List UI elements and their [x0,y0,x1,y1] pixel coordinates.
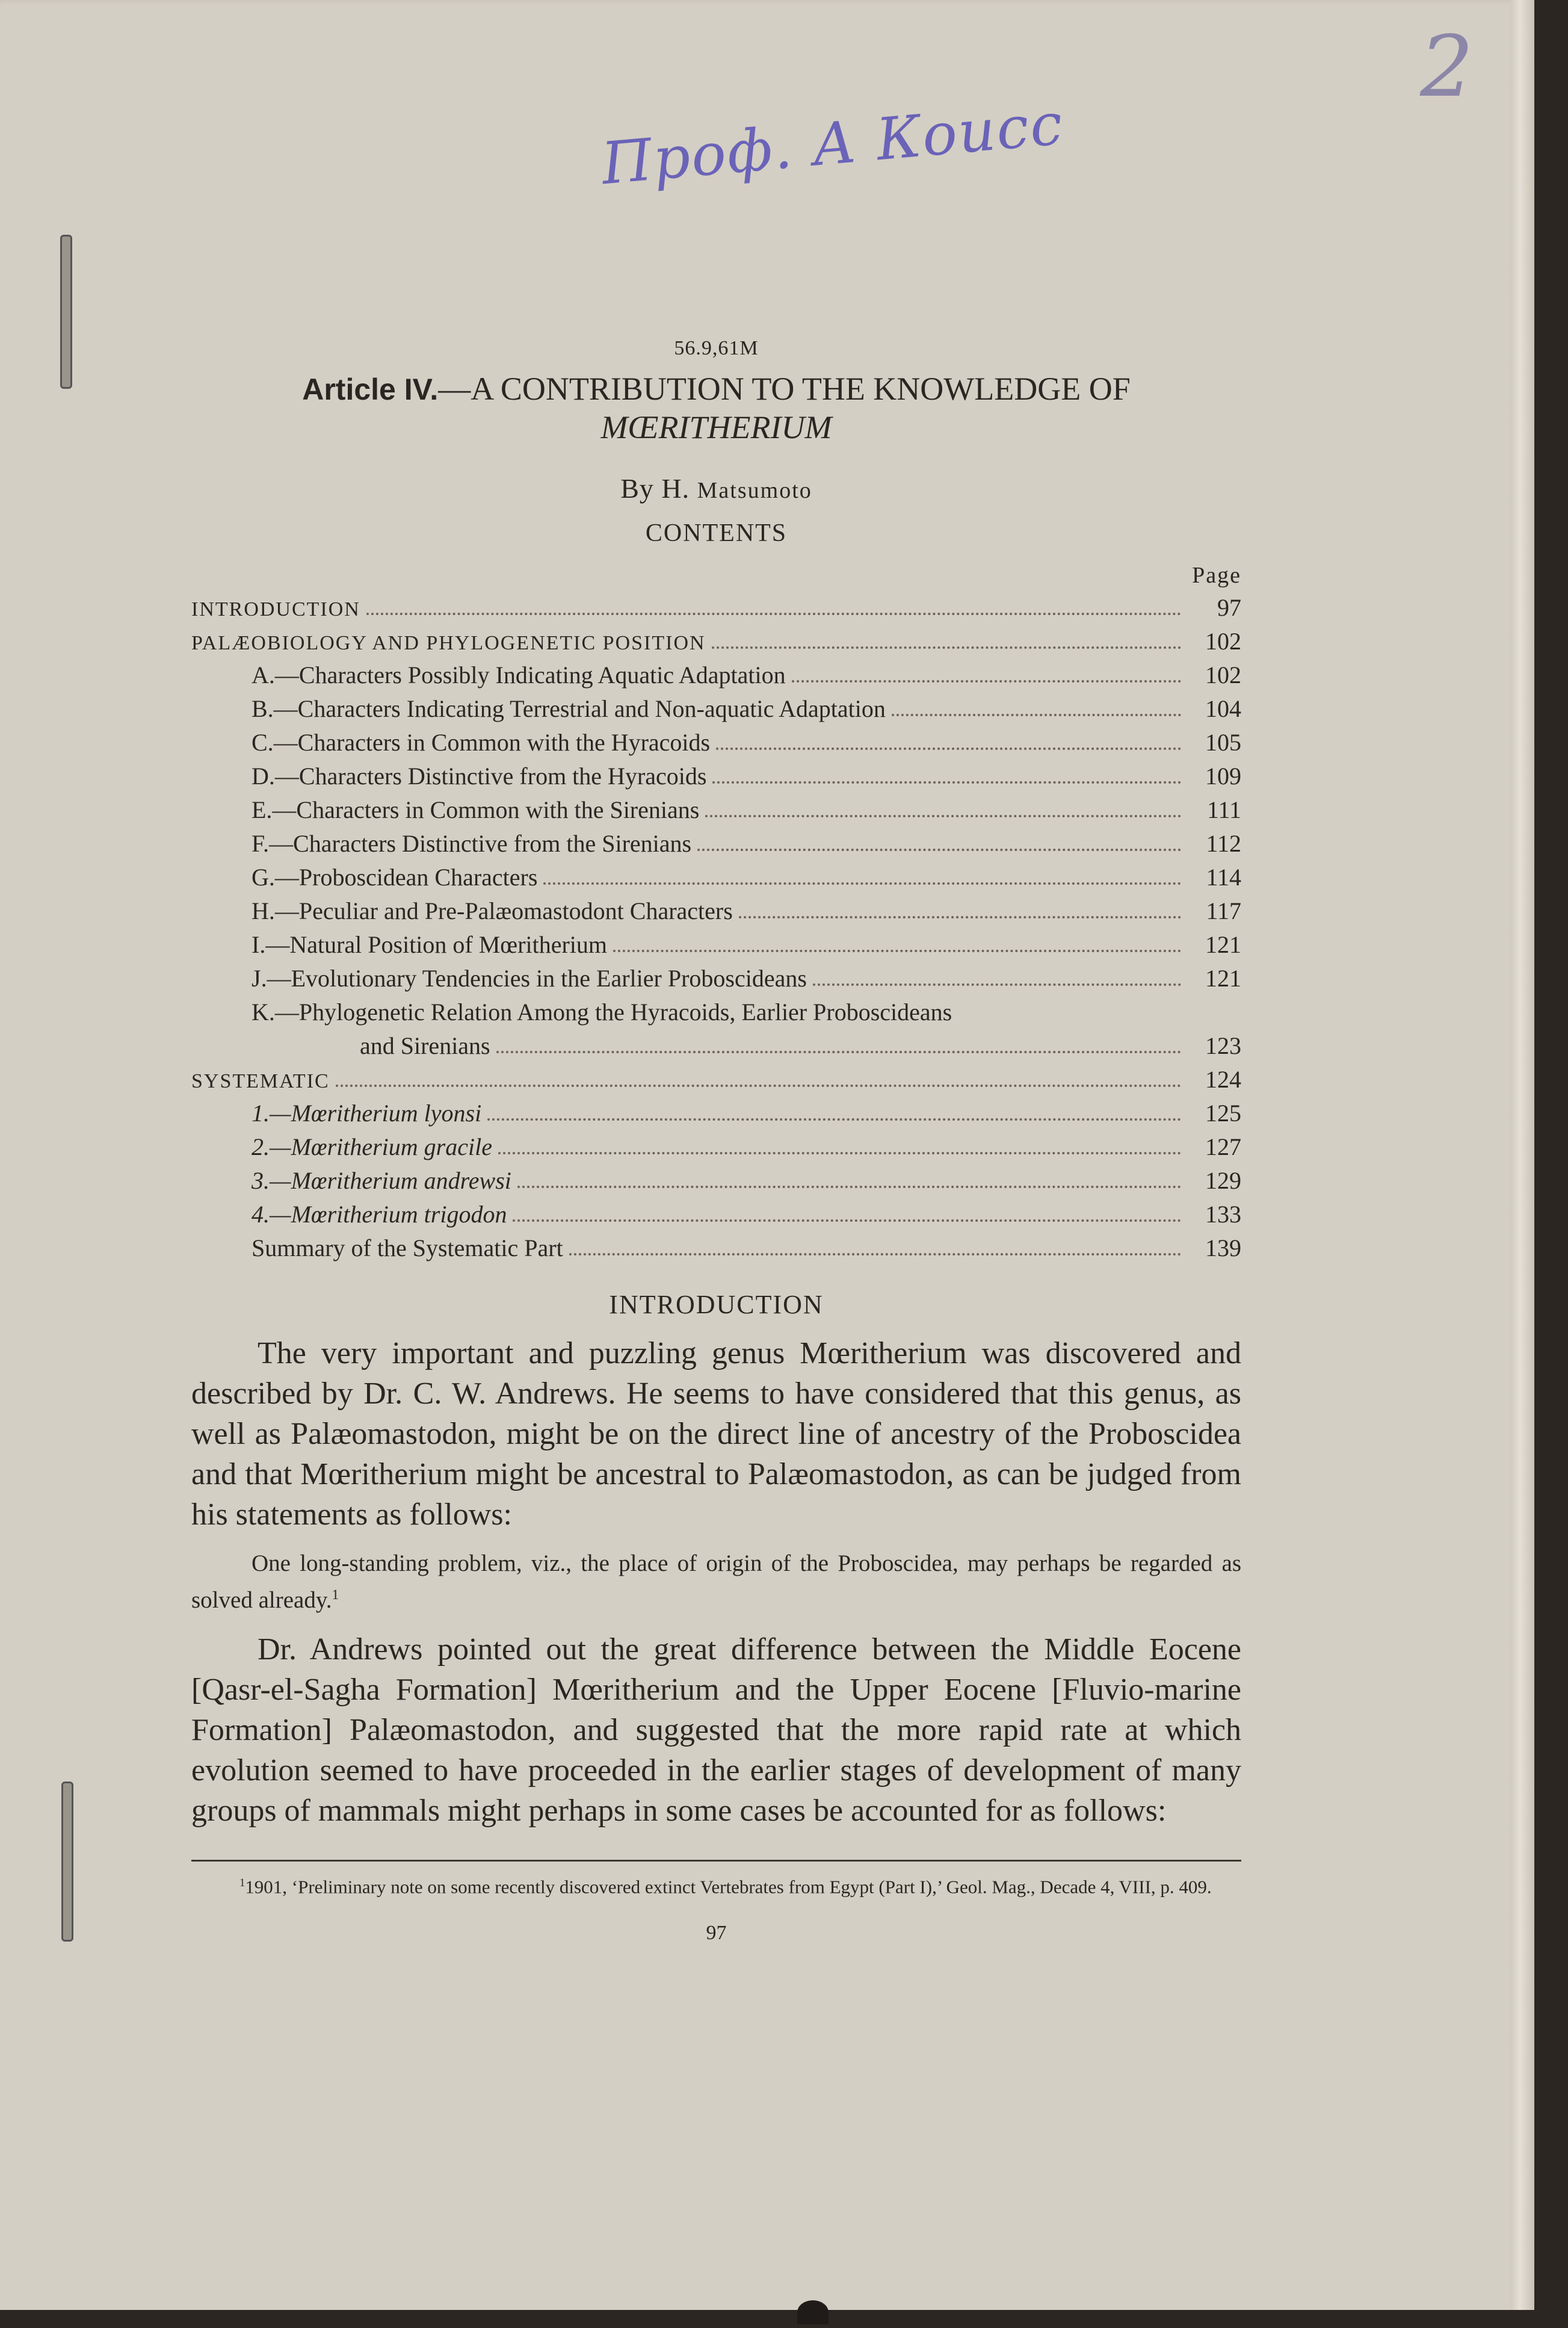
toc-leader [366,613,1181,615]
toc-entry [191,1198,1241,1231]
toc-page: 105 [1205,729,1241,756]
toc-label: SYSTEMATIC [191,1070,330,1092]
toc-page: 104 [1205,695,1241,722]
title-line1: —A CONTRIBUTION TO THE KNOWLEDGE OF [438,371,1131,407]
toc-page: 112 [1206,830,1241,857]
toc-page: 127 [1205,1133,1241,1160]
toc-leader [498,1152,1181,1154]
toc-label: and Sirenians [360,1032,490,1059]
table-of-contents [191,591,1241,1265]
toc-page: 114 [1206,864,1241,891]
classification-number: 56.9,61M [674,337,759,359]
contents-heading: CONTENTS [645,519,788,547]
toc-page: 129 [1205,1167,1241,1194]
toc-label: Summary of the Systematic Part [252,1234,563,1262]
toc-entry [191,861,1241,894]
toc-page: 111 [1206,796,1241,823]
toc-label: 2.—Mœritherium gracile [252,1133,492,1160]
footnote-text: 1901, ‘Preliminary note on some recently discovered extinct Vertebrates from Egypt (Part I),’ Geol. Mag., Decade 4, VIII, p. 409. [245,1876,1212,1898]
article-label: Article IV. [302,373,439,406]
toc-label: G.—Proboscidean Characters [252,864,538,891]
toc-entry [191,1130,1241,1164]
title-line2: MŒRITHERIUM [600,409,832,445]
toc-entry [191,658,1241,692]
toc-entry [191,1097,1241,1130]
toc-entry [191,1231,1241,1265]
toc-label: A.—Characters Possibly Indicating Aquatic Adaptation [252,661,786,689]
toc-leader [892,714,1181,716]
toc-page: 109 [1205,763,1241,790]
toc-entry [191,1029,1241,1063]
handwritten-note: Проф. А Коисс [599,90,1066,198]
toc-leader [813,983,1181,986]
toc-leader [712,646,1181,649]
toc-entry [191,995,1241,1029]
staple-top [60,235,72,389]
toc-leader [716,748,1181,750]
toc-entry [191,928,1241,962]
toc-page: 121 [1205,965,1241,992]
page-edge [1510,0,1534,2328]
footnote-rule [191,1860,1241,1862]
toc-entry [191,1063,1241,1097]
block-quote [191,1548,1241,1616]
toc-entry [191,962,1241,995]
toc-page: 117 [1206,897,1241,924]
toc-leader [496,1051,1181,1053]
toc-label: PALÆOBIOLOGY AND PHYLOGENETIC POSITION [191,632,706,654]
toc-leader [517,1186,1181,1188]
toc-label: 4.—Mœritherium trigodon [252,1201,507,1228]
toc-leader [487,1118,1181,1121]
toc-label: B.—Characters Indicating Terrestrial and Non-aquatic Adaptation [252,695,886,722]
toc-label: INTRODUCTION [191,598,360,621]
binding-hole [797,2300,829,2324]
article-title [191,371,1241,407]
toc-page: 139 [1205,1234,1241,1262]
footnote-ref: 1 [332,1587,339,1603]
toc-leader [712,781,1181,784]
toc-entry [191,1164,1241,1198]
footnote [191,1872,1241,1898]
introduction-heading: INTRODUCTION [609,1290,824,1319]
toc-leader [569,1253,1181,1255]
toc-page: 123 [1205,1032,1241,1059]
toc-entry [191,760,1241,793]
toc-entry [191,894,1241,928]
toc-page: 121 [1205,931,1241,958]
toc-label: J.—Evolutionary Tendencies in the Earlier Proboscideans [252,965,807,992]
toc-leader [543,882,1181,885]
author-by: By H. [620,473,690,504]
toc-label: K.—Phylogenetic Relation Among the Hyracoids, Earlier Proboscideans [252,998,952,1026]
body-paragraph: The very important and puzzling genus Mœritherium was discovered and described by Dr. C. W. Andrews. He seems to have considered that this genus, as well as Palæomastodon, might be on the direct line of ancestry of the Proboscidea and that Mœritherium might be ancestral to Palæomastodon, as can be judged from his statements as follows: [191,1336,1241,1532]
toc-label: E.—Characters in Common with the Sirenians [252,796,700,823]
toc-entry [191,793,1241,827]
toc-page: 124 [1205,1066,1241,1093]
background-right [1534,0,1568,2328]
toc-label: 3.—Mœritherium andrewsi [252,1167,511,1194]
toc-label: D.—Characters Distinctive from the Hyracoids [252,763,707,790]
toc-page: 102 [1205,628,1241,655]
body-paragraph: Dr. Andrews pointed out the great difference between the Middle Eocene [Qasr-el-Sagha Formation] Mœritherium and the Upper Eocene [Fluvio-marine Formation] Palæomastodon, and suggested that the more rapid rate at which evolution seemed to have proceeded in the earlier stages of development of many groups of mammals might perhaps in some cases be accounted for as follows: [191,1632,1241,1828]
toc-leader [336,1085,1181,1087]
toc-page: 97 [1217,594,1241,621]
page-number: 97 [706,1922,727,1945]
toc-entry [191,591,1241,625]
author-name: Matsumoto [697,478,812,503]
toc-page: 133 [1205,1201,1241,1228]
toc-leader [792,680,1181,683]
toc-leader [513,1219,1181,1222]
toc-label: C.—Characters in Common with the Hyracoids [252,729,711,756]
toc-label: I.—Natural Position of Mœritherium [252,931,608,958]
quote-text: One long-standing problem, viz., the place of origin of the Proboscidea, may perhaps be regarded as solved already. [191,1550,1241,1613]
toc-entry [191,726,1241,760]
article-content [191,337,1241,1945]
toc-leader [705,815,1181,817]
toc-entry [191,625,1241,658]
toc-page: 125 [1205,1100,1241,1127]
toc-label: H.—Peculiar and Pre-Palæomastodont Characters [252,897,733,924]
staple-bottom [61,1782,73,1942]
page-column-heading: Page [1192,563,1241,588]
toc-leader [613,950,1181,952]
toc-label: F.—Characters Distinctive from the Sirenians [252,830,692,857]
toc-page: 102 [1205,661,1241,689]
toc-leader [739,916,1181,918]
toc-entry [191,827,1241,861]
author-line [191,472,1241,504]
background-bottom [0,2310,1568,2328]
corner-mark: 2 [1420,18,1474,116]
toc-leader [697,849,1181,851]
toc-label: 1.—Mœritherium lyonsi [252,1100,482,1127]
footnote-marker: 1 [239,1877,245,1889]
toc-entry [191,692,1241,726]
